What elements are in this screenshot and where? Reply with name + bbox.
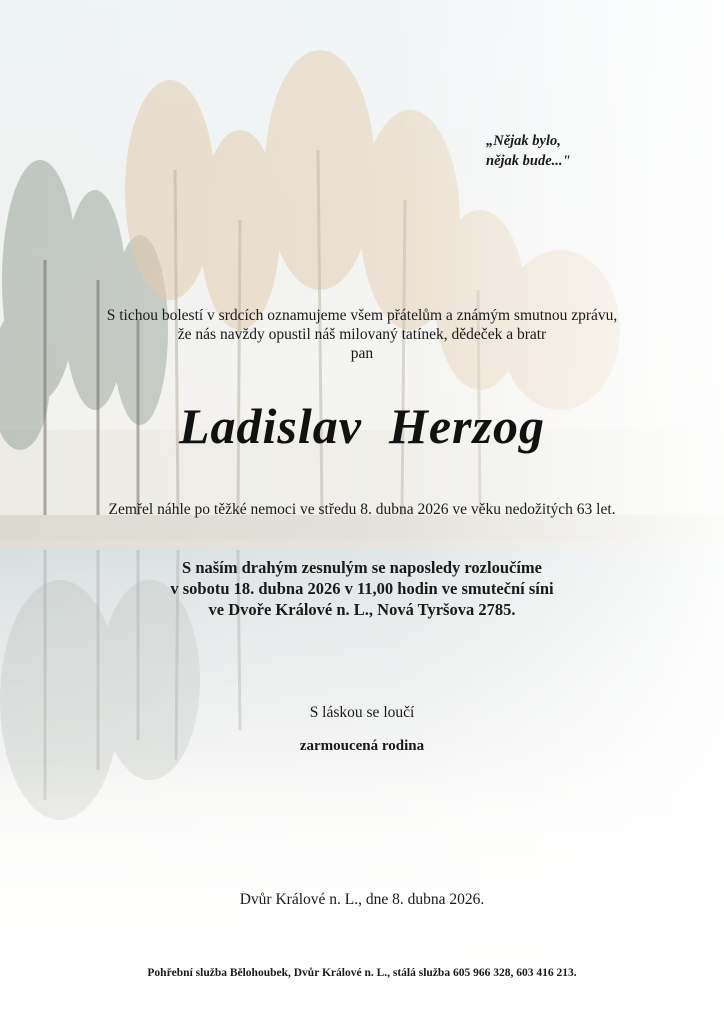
motto-quote	[486, 131, 686, 171]
motto-line-2: nějak bude..."	[486, 153, 571, 169]
motto-line-1: „Nějak bylo,	[486, 133, 561, 149]
announcement-line-3: pan	[350, 345, 374, 362]
family-signature: zarmoucená rodina	[299, 738, 425, 754]
funeral-line-3: ve Dvoře Králové n. L., Nová Tyršova 2785.	[208, 600, 516, 619]
announcement-line-1: S tichou bolestí v srdcích oznamujeme všem přátelům a známým smutnou zprávu,	[106, 307, 618, 324]
deceased-name: Ladislav Herzog	[179, 398, 545, 454]
funeral-line-2: v sobotu 18. dubna 2026 v 11,00 hodin ve smuteční síni	[170, 579, 554, 598]
place-and-date: Dvůr Králové n. L., dne 8. dubna 2026.	[239, 891, 485, 908]
announcement	[0, 306, 724, 363]
announcement-line-2: že nás navždy opustil náš milovaný tatínek, dědeček a bratr	[177, 326, 547, 343]
funeral-service-footer: Pohřební služba Bělohoubek, Dvůr Králové n. L., stálá služba 605 966 328, 603 416 213.	[147, 967, 577, 979]
farewell-text: S láskou se loučí	[309, 704, 415, 721]
death-notice: Zemřel náhle po těžké nemoci ve středu 8. dubna 2026 ve věku nedožitých 63 let.	[108, 501, 616, 518]
funeral-line-1: S naším drahým zesnulým se naposledy rozloučíme	[182, 558, 542, 577]
funeral-details	[0, 557, 724, 620]
